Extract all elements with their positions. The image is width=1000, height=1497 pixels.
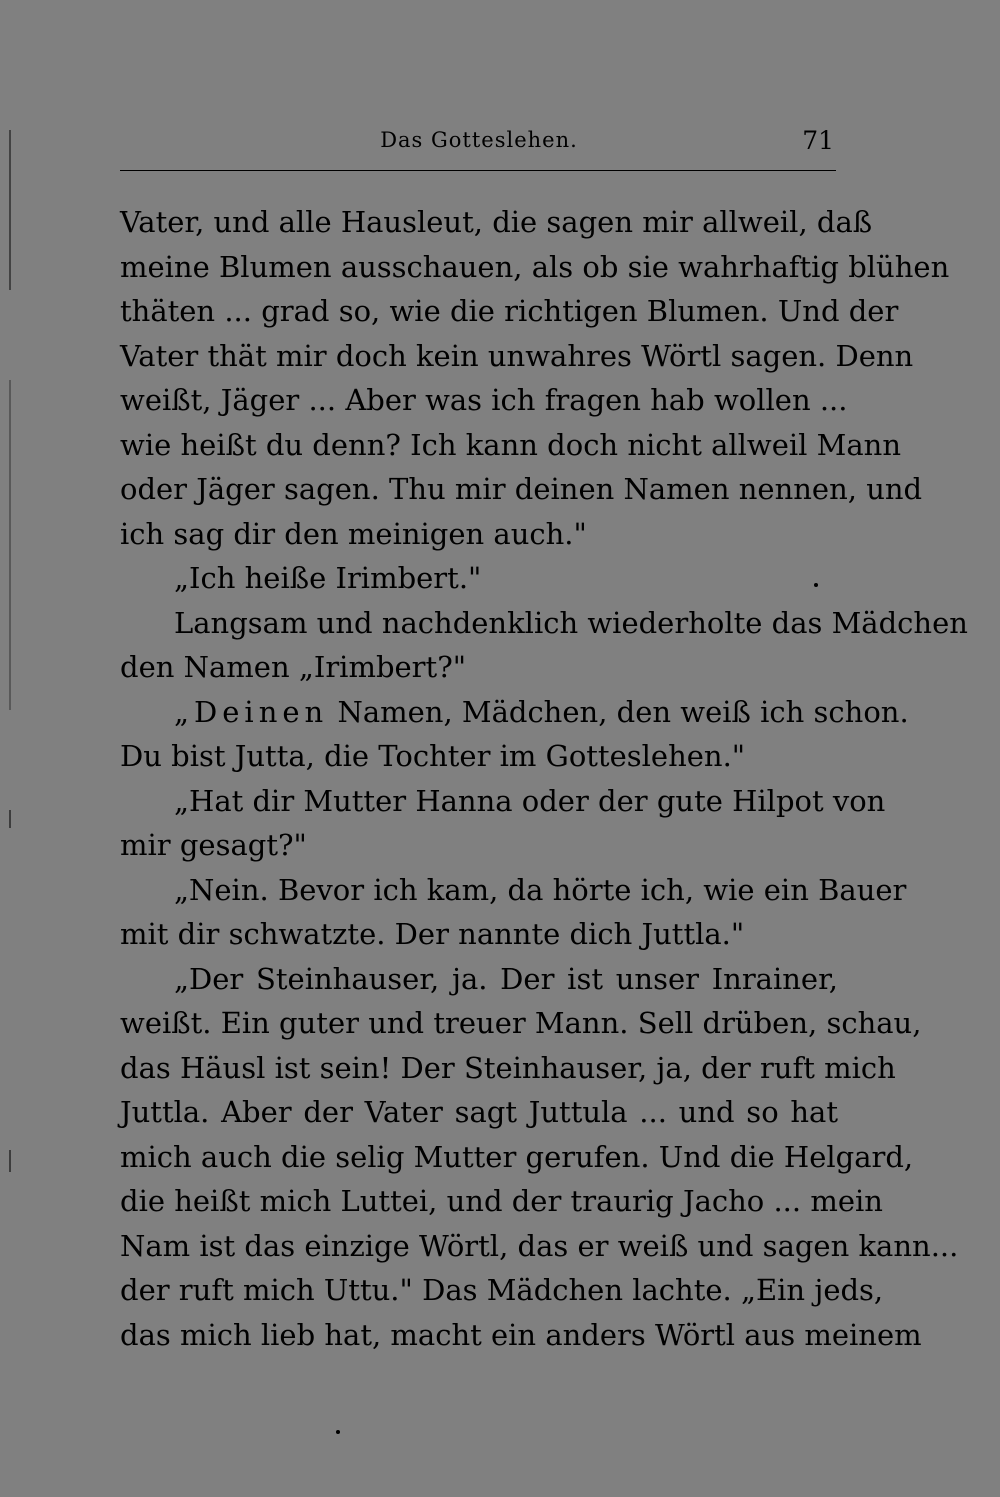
text-line: Juttla. Aber der Vater sagt Juttula ... und so hat (120, 1095, 838, 1129)
text-line: „Hat dir Mutter Hanna oder der gute Hilpot von (174, 783, 886, 818)
scan-speck (336, 1430, 340, 1434)
text-line: das mich lieb hat, macht ein anders Wörtl aus meinem (120, 1317, 922, 1352)
text-line: „Nein. Bevor ich kam, da hörte ich, wie ein Bauer (174, 872, 907, 907)
text-line: wie heißt du denn? Ich kann doch nicht allweil Mann (120, 427, 902, 462)
body-text (120, 200, 968, 1357)
text-line-rest: Namen, Mädchen, den weiß ich schon. (337, 694, 909, 729)
scan-margin-specks (6, 130, 14, 1230)
text-line: oder Jäger sagen. Thu mir deinen Namen nennen, und (120, 472, 923, 506)
text-line: das Häusl ist sein! Der Steinhauser, ja, der ruft mich (120, 1050, 896, 1085)
text-line: Du bist Jutta, die Tochter im Gotteslehen." (120, 739, 746, 773)
running-head (120, 124, 838, 160)
text-line: weißt, Jäger ... Aber was ich fragen hab wollen ... (120, 383, 848, 417)
text-line: Langsam und nachdenklich wiederholte das Mädchen (174, 605, 968, 640)
text-line: die heißt mich Luttei, und der traurig Jacho ... mein (120, 1184, 883, 1218)
spaced-word: „Deinen (174, 694, 329, 729)
text-line: weißt. Ein guter und treuer Mann. Sell drüben, schau, (120, 1006, 922, 1040)
text-line: den Namen „Irimbert?" (120, 650, 467, 684)
text-line: mich auch die selig Mutter gerufen. Und die Helgard, (120, 1139, 914, 1174)
running-head-title: Das Gotteslehen. (380, 128, 578, 152)
text-line: Nam ist das einzige Wörtl, das er weiß und sagen kann... (120, 1228, 959, 1263)
text-line (120, 690, 909, 735)
scan-speck (814, 583, 818, 587)
text-line: mit dir schwatzte. Der nannte dich Juttla." (120, 917, 745, 951)
page-number: 71 (802, 126, 834, 155)
text-line: Vater, und alle Hausleut, die sagen mir allweil, daß (120, 205, 873, 239)
text-line: der ruft mich Uttu." Das Mädchen lachte. „Ein jeds, (120, 1273, 884, 1307)
text-line: mir gesagt?" (120, 828, 307, 862)
text-line: „Der Steinhauser, ja. Der ist unser Inrainer, (174, 961, 838, 996)
text-line: ich sag dir den meinigen auch." (120, 516, 587, 551)
text-line: „Ich heiße Irimbert." (174, 561, 482, 595)
header-rule (120, 170, 836, 171)
text-line: Vater thät mir doch kein unwahres Wörtl sagen. Denn (120, 338, 914, 373)
text-line: meine Blumen ausschauen, als ob sie wahrhaftig blühen (120, 249, 950, 284)
text-line: thäten ... grad so, wie die richtigen Blumen. Und der (120, 294, 899, 328)
